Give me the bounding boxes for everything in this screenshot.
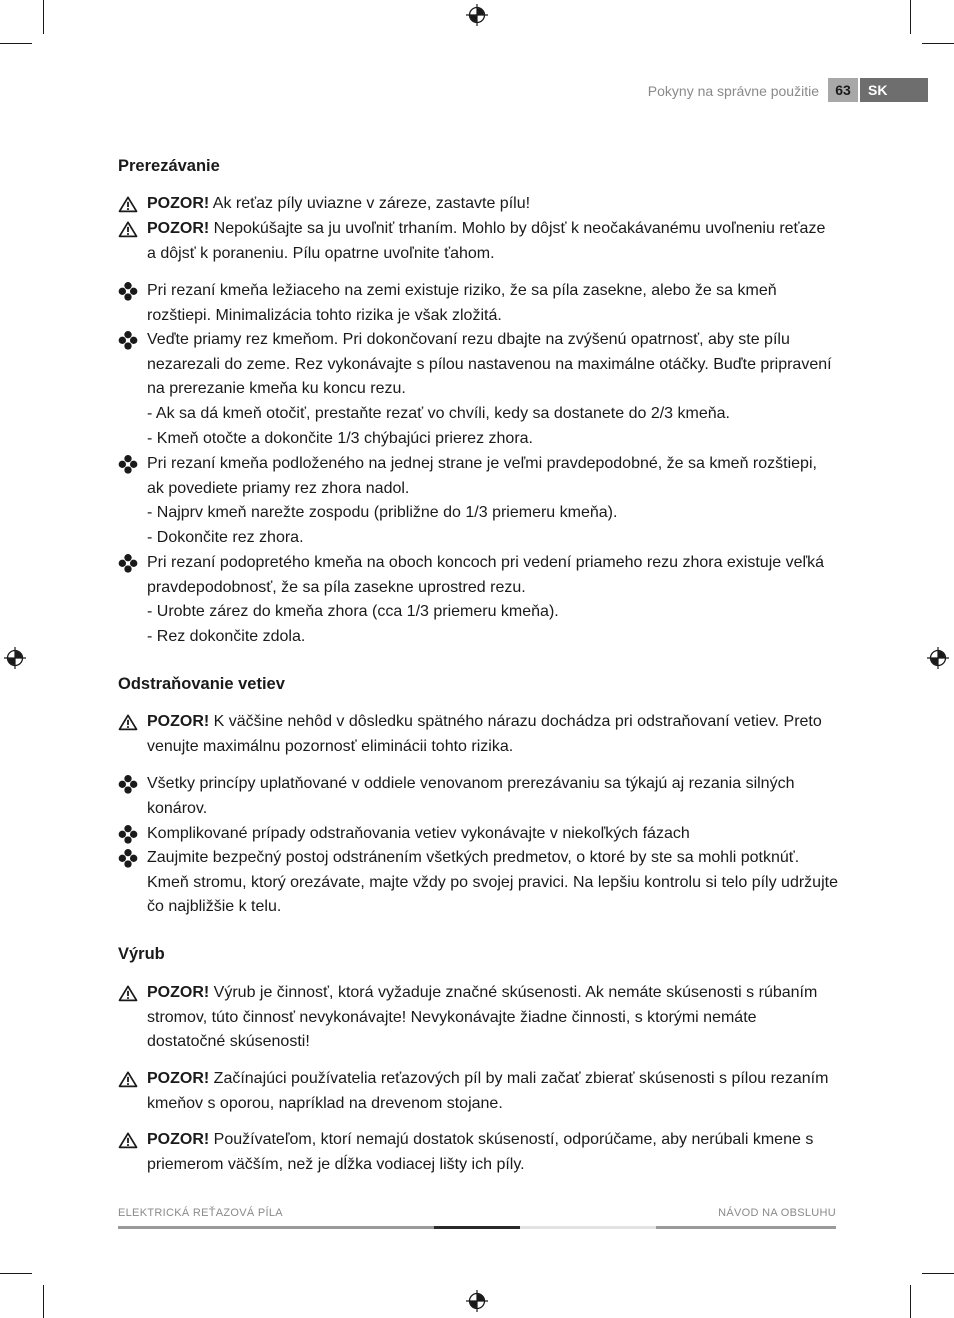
footer-rule-segment: [118, 1226, 434, 1229]
section-heading-vyrub: Výrub: [118, 945, 165, 963]
flower-bullet-icon: [118, 452, 138, 477]
list-item-text: Pri rezaní kmeňa ležiaceho na zemi existuje riziko, že sa píla zasekne, alebo že sa kmeň rozštiepi. Minimalizácia tohto rizika je však zložitá.: [147, 282, 777, 324]
registration-mark-icon: [4, 647, 26, 669]
list-subitem: - Najprv kmeň narežte zospodu (približne do 1/3 priemeru kmeňa).: [147, 504, 618, 522]
warning-item: [118, 1067, 838, 1116]
crop-mark: [910, 1285, 911, 1318]
warning-label: POZOR!: [147, 1131, 210, 1148]
warning-triangle-icon: [118, 1067, 138, 1092]
footer-product-name: ELEKTRICKÁ REŤAZOVÁ PÍLA: [118, 1207, 283, 1219]
registration-mark-icon: [927, 647, 949, 669]
section-heading-odstranovanie-vetiev: Odstraňovanie vetiev: [118, 675, 285, 693]
list-subitem: - Dokončite rez zhora.: [147, 529, 304, 547]
warning-text: Začínajúci používatelia reťazových píl by mali začať zbierať skúsenosti s pílou rezaním kmeňov s oporou, napríklad na drevenom stojane.: [147, 1070, 829, 1112]
crop-mark: [922, 43, 954, 44]
list-subitem: - Kmeň otočte a dokončite 1/3 chýbajúci prierez zhora.: [147, 429, 533, 447]
warning-label: POZOR!: [147, 984, 210, 1001]
footer-rule-segment: [520, 1226, 656, 1229]
list-item: [118, 279, 838, 328]
footer-manual-name: NÁVOD NA OBSLUHU: [718, 1207, 836, 1219]
list-item-text: Zaujmite bezpečný postoj odstránením všetkých predmetov, o ktoré by ste sa mohli potknúť. Kmeň stromu, ktorý orezávate, majte vždy po svojej pravici. Na lepšiu kontrolu si telo píly udržujte čo najbližšie k telu.: [147, 849, 838, 916]
warning-item: [118, 1128, 838, 1177]
flower-bullet-icon: [118, 846, 138, 871]
list-subitem: - Rez dokončite zdola.: [147, 628, 306, 646]
flower-bullet-icon: [118, 772, 138, 797]
crop-mark: [922, 1273, 954, 1274]
list-item: [118, 551, 838, 650]
registration-mark-icon: [466, 1290, 488, 1312]
warning-triangle-icon: [118, 217, 138, 242]
list-item-text: Pri rezaní podopretého kmeňa na oboch koncoch pri vedení priameho rezu zhora existuje veľká pravdepodobnosť, že sa píla zasekne uprostred rezu.: [147, 554, 825, 596]
flower-bullet-icon: [118, 822, 138, 847]
warning-text: Výrub je činnosť, ktorá vyžaduje značné skúsenosti. Ak nemáte skúsenosti s rúbaním stromov, túto činnosť nevykonávajte! Nevykonávajte žiadne činnosti, s ktorými nemáte dostatočné skúsenosti!: [147, 984, 818, 1051]
warning-text: Používateľom, ktorí nemajú dostatok skúseností, odporúčame, aby nerúbali kmene s priemerom väčším, než je dĺžka vodiacej lišty ich píly.: [147, 1131, 814, 1173]
list-item: [118, 452, 838, 551]
list-item-text: Komplikované prípady odstraňovania vetiev vykonávajte v niekoľkých fázach: [147, 825, 690, 842]
list-item: [118, 822, 838, 847]
footer-rule-segment: [656, 1226, 836, 1229]
list-item-text: Pri rezaní kmeňa podloženého na jednej strane je veľmi pravdepodobné, že sa kmeň rozštiepi, ak povediete priamy rez zhora nadol.: [147, 455, 817, 497]
warning-item: [118, 710, 838, 759]
section-heading-prerezavanie: Prerezávanie: [118, 157, 220, 175]
warning-text: Nepokúšajte sa ju uvoľniť trhaním. Mohlo by dôjsť k neočakávanému uvoľneniu reťaze a dôjsť k poraneniu. Pílu opatrne uvoľnite ťahom.: [147, 220, 826, 262]
list-item-text: Veďte priamy rez kmeňom. Pri dokončovaní rezu dbajte na zvýšenú opatrnosť, aby ste pílu nezarezali do zeme. Rez vykonávajte s pílou nastavenou na maximálne otáčky. Buďte pripravení na prerezanie kmeňa ku koncu rezu.: [147, 331, 832, 398]
list-subitem: - Ak sa dá kmeň otočiť, prestaňte rezať vo chvíli, kedy sa dostanete do 2/3 kmeňa.: [147, 405, 730, 423]
list-item: [118, 772, 838, 821]
crop-mark: [910, 0, 911, 34]
warning-triangle-icon: [118, 710, 138, 735]
footer-rule-segment: [434, 1226, 520, 1229]
crop-mark: [0, 1273, 32, 1274]
warning-label: POZOR!: [147, 1070, 210, 1087]
warning-item: [118, 981, 838, 1055]
warning-triangle-icon: [118, 981, 138, 1006]
list-item-text: Všetky princípy uplatňované v oddiele venovanom prerezávaniu sa týkajú aj rezania silných konárov.: [147, 775, 795, 817]
flower-bullet-icon: [118, 328, 138, 353]
crop-mark: [43, 0, 44, 34]
list-item: [118, 328, 838, 452]
registration-mark-icon: [466, 4, 488, 26]
list-subitem: - Urobte zárez do kmeňa zhora (cca 1/3 priemeru kmeňa).: [147, 603, 559, 621]
running-header-title: Pokyny na správne použitie: [647, 83, 819, 99]
warning-triangle-icon: [118, 1128, 138, 1153]
flower-bullet-icon: [118, 279, 138, 304]
warning-item: [118, 192, 838, 217]
page-number: 63: [828, 78, 858, 102]
warning-item: [118, 217, 838, 266]
list-item: [118, 846, 838, 920]
warning-label: POZOR!: [147, 195, 210, 212]
language-badge: SK: [860, 78, 928, 102]
warning-label: POZOR!: [147, 713, 210, 730]
flower-bullet-icon: [118, 551, 138, 576]
warning-triangle-icon: [118, 192, 138, 217]
crop-mark: [0, 43, 32, 44]
crop-mark: [43, 1285, 44, 1318]
warning-label: POZOR!: [147, 220, 210, 237]
warning-text: Ak reťaz píly uviazne v záreze, zastavte pílu!: [209, 195, 531, 212]
warning-text: K väčšine nehôd v dôsledku spätného nárazu dochádza pri odstraňovaní vetiev. Preto venujte maximálnu pozornosť eliminácii tohto rizika.: [147, 713, 822, 755]
